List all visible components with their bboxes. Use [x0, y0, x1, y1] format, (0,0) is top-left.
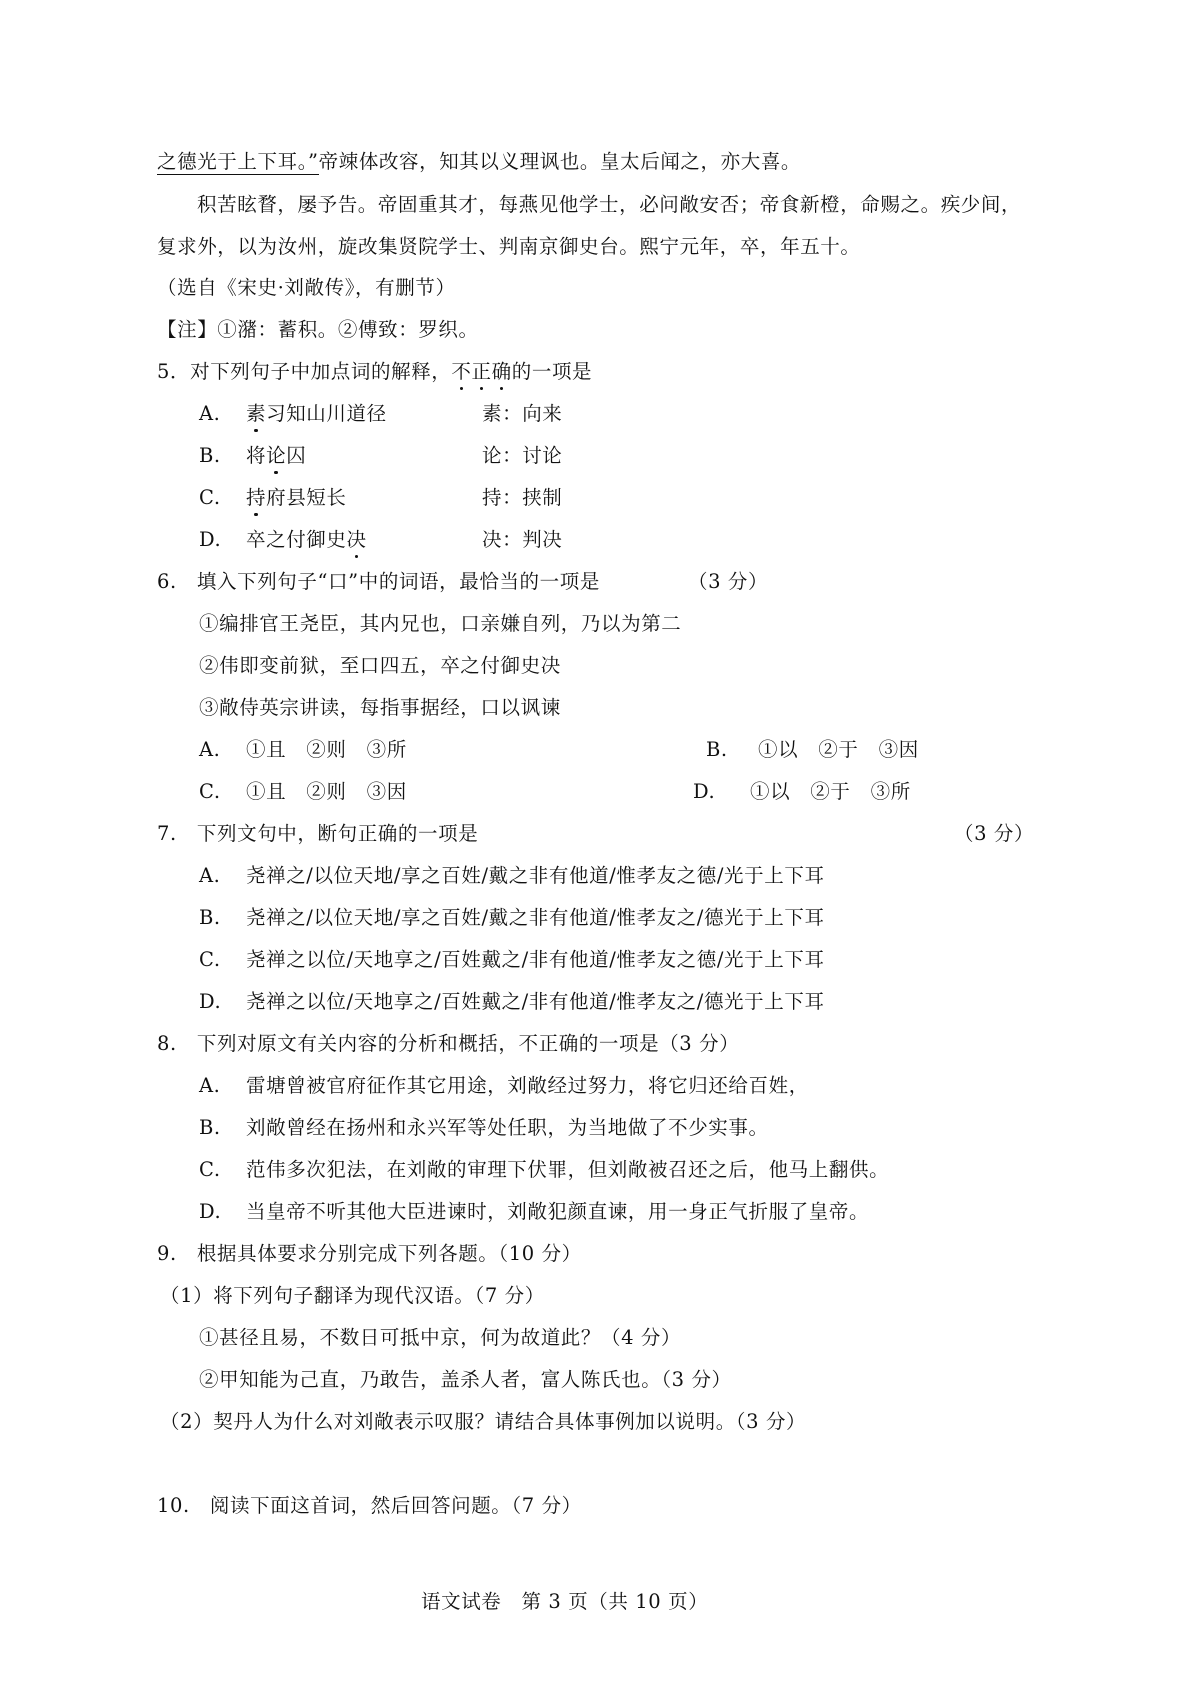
q9-part-1: （1）将下列句子翻译为现代汉语。（7 分） [160, 1284, 545, 1307]
q8-stem: 8. 下列对原文有关内容的分析和概括，不正确的一项是（3 分） [157, 1032, 740, 1055]
option-letter: D. [693, 780, 716, 803]
q5-option-c [199, 486, 221, 510]
option-letter: B. [706, 738, 728, 761]
option-letter: A. [199, 402, 221, 425]
q8-option-d-text: 当皇帝不听其他大臣进谏时，刘敞犯颜直谏，用一身正气折服了皇帝。 [246, 1200, 870, 1223]
q6-sentence-3: ③敞侍英宗讲读，每指事据经，口以讽谏 [199, 696, 561, 719]
option-text: 习知山川道径 [266, 402, 387, 425]
q6-option-a-text: ①且 ②则 ③所 [246, 738, 407, 761]
q8-option-b [199, 1116, 221, 1140]
q5-option-c-text [246, 486, 347, 510]
q5-option-d [199, 528, 221, 552]
passage-line-2: 积苦眩瞀，屡予告。帝固重其才，每燕见他学士，必问敞安否；帝食新橙，命赐之。疾少间， [197, 193, 1022, 216]
q7-score: （3 分） [954, 822, 1035, 845]
q6-option-d [693, 780, 715, 804]
option-letter: D. [199, 528, 222, 551]
option-letter: B. [199, 906, 221, 929]
q7-option-b-text: 尧禅之/以位天地/享之百姓/戴之非有他道/惟孝友之/德光于上下耳 [246, 906, 825, 929]
q7-option-c-text: 尧禅之以位/天地享之/百姓戴之/非有他道/惟孝友之德/光于上下耳 [246, 948, 825, 971]
q7-option-a-text: 尧禅之/以位天地/享之百姓/戴之非有他道/惟孝友之德/光于上下耳 [246, 864, 825, 887]
q5-stem [157, 360, 592, 384]
q9-stem: 9. 根据具体要求分别完成下列各题。（10 分） [157, 1242, 582, 1265]
q5-option-d-text [246, 528, 367, 552]
option-text-pre: 卒之付御史 [246, 528, 347, 551]
option-text: 府县短长 [266, 486, 347, 509]
option-letter: D. [199, 990, 222, 1013]
dotted-char: 不 [451, 360, 472, 383]
q9-part-2: （2）契丹人为什么对刘敞表示叹服？请结合具体事例加以说明。（3 分） [160, 1410, 807, 1433]
q5-option-a-gloss: 素：向来 [482, 402, 563, 425]
q7-option-a [199, 864, 220, 888]
q5-option-a [199, 402, 220, 426]
q5-option-c-gloss: 持：挟制 [482, 486, 563, 509]
passage-line-1-rest: 帝竦体改容，知其以义理讽也。皇太后闻之，亦大喜。 [318, 150, 802, 173]
passage-line-3: 复求外，以为汝州，旋改集贤院学士、判南京御史台。熙宁元年，卒，年五十。 [157, 235, 861, 258]
q6-sentence-2: ②伟即变前狱，至口四五，卒之付御史决 [199, 654, 561, 677]
option-letter: B. [199, 444, 221, 467]
q5-stem-emphasis [451, 360, 511, 383]
q6-option-c [199, 780, 221, 804]
option-letter: A. [199, 864, 221, 887]
option-text-pre: 将 [246, 444, 267, 467]
dotted-char: 决 [346, 528, 367, 551]
q6-option-c-text: ①且 ②则 ③因 [246, 780, 407, 803]
q7-option-c [199, 948, 221, 972]
q7-option-b [199, 906, 221, 930]
page-footer: 语文试卷 第 3 页（共 10 页） [421, 1590, 709, 1613]
q6-sentence-1: ①编排官王尧臣，其内兄也，口亲嫌自列，乃以为第二 [199, 612, 682, 635]
q6-option-b-text: ①以 ②于 ③因 [758, 738, 919, 761]
q5-option-a-text [246, 402, 387, 426]
q7-stem: 7. 下列文句中，断句正确的一项是 [157, 822, 479, 845]
q8-option-c [199, 1158, 221, 1182]
q8-option-a-text: 雷塘曾被官府征作其它用途，刘敞经过努力，将它归还给百姓， [246, 1074, 809, 1097]
q6-option-a [199, 738, 220, 762]
q9-sentence-1: ①甚径且易，不数日可抵中京，何为故道此？（4 分） [199, 1326, 682, 1349]
dotted-char: 确 [491, 360, 512, 383]
q5-option-b-gloss: 论：讨论 [482, 444, 563, 467]
option-letter: C. [199, 1158, 221, 1181]
q7-option-d-text: 尧禅之以位/天地享之/百姓戴之/非有他道/惟孝友之/德光于上下耳 [246, 990, 825, 1013]
passage-line-1 [157, 150, 801, 174]
q6-option-b [706, 738, 728, 762]
dotted-char: 素 [246, 402, 267, 425]
q10-stem: 10. 阅读下面这首词，然后回答问题。（7 分） [157, 1494, 582, 1517]
q5-option-d-gloss: 决：判决 [482, 528, 563, 551]
option-letter: C. [199, 948, 221, 971]
q9-sentence-2: ②甲知能为己直，乃敢告，盖杀人者，富人陈氏也。（3 分） [199, 1368, 732, 1391]
option-letter: D. [199, 1200, 222, 1223]
dotted-char: 持 [246, 486, 267, 509]
q5-option-b [199, 444, 221, 468]
dotted-char: 正 [471, 360, 492, 383]
passage-note: 【注】①潴：蓄积。②傅致：罗织。 [157, 318, 479, 341]
q5-stem-pre: 5．对下列句子中加点词的解释， [157, 360, 452, 383]
passage-source: （选自《宋史·刘敞传》，有删节） [157, 276, 456, 299]
q8-option-b-text: 刘敞曾经在扬州和永兴军等处任职，为当地做了不少实事。 [246, 1116, 769, 1139]
option-letter: A. [199, 738, 221, 761]
option-letter: C. [199, 780, 221, 803]
q5-option-b-text [246, 444, 306, 468]
q6-option-d-text: ①以 ②于 ③所 [750, 780, 911, 803]
q8-option-d [199, 1200, 221, 1224]
dotted-char: 论 [266, 444, 287, 467]
option-letter: A. [199, 1074, 221, 1097]
q6-stem: 6. 填入下列句子“口”中的词语，最恰当的一项是 [157, 570, 600, 593]
option-text: 囚 [286, 444, 307, 467]
option-letter: C. [199, 486, 221, 509]
q7-option-d [199, 990, 221, 1014]
option-letter: B. [199, 1116, 221, 1139]
underlined-quote-end: 之德光于上下耳。” [157, 150, 319, 173]
q8-option-c-text: 范伟多次犯法，在刘敞的审理下伏罪，但刘敞被召还之后，他马上翻供。 [246, 1158, 890, 1181]
q8-option-a [199, 1074, 220, 1098]
q5-stem-post: 的一项是 [511, 360, 593, 383]
q6-score: （3 分） [688, 570, 769, 593]
